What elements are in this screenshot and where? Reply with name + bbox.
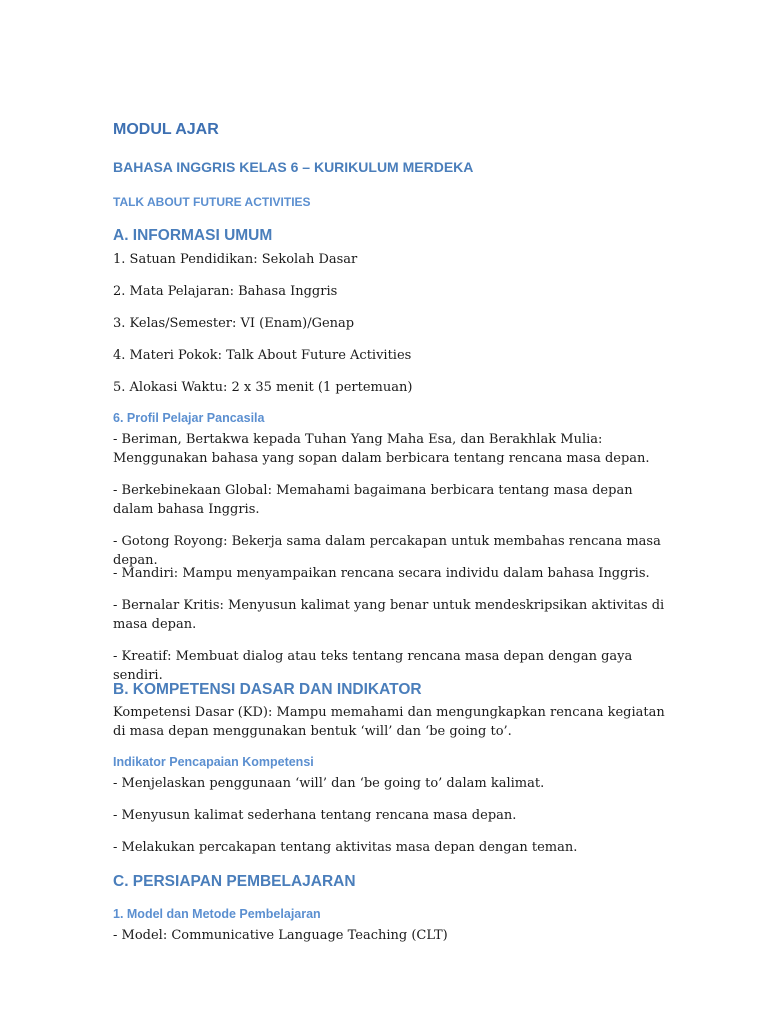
profil-item: - Berkebinekaan Global: Memahami bagaimana berbicara tentang masa depan dalam bahasa Inggris. [113,483,633,517]
section-b-heading: B. KOMPETENSI DASAR DAN INDIKATOR [113,681,422,698]
profil-item: - Beriman, Bertakwa kepada Tuhan Yang Maha Esa, dan Berakhlak Mulia: Menggunakan bahasa yang sopan dalam berbicara tentang rencana masa depan. [113,432,650,466]
profil-item: - Mandiri: Mampu menyampaikan rencana secara individu dalam bahasa Inggris. [113,566,650,581]
info-item: 5. Alokasi Waktu: 2 x 35 menit (1 pertemuan) [113,380,413,395]
info-item: 4. Materi Pokok: Talk About Future Activities [113,348,412,363]
info-item: 2. Mata Pelajaran: Bahasa Inggris [113,284,338,299]
profil-heading: 6. Profil Pelajar Pancasila [113,411,265,425]
document-topic: TALK ABOUT FUTURE ACTIVITIES [113,195,311,209]
indikator-item: - Menyusun kalimat sederhana tentang rencana masa depan. [113,808,517,823]
model-item: - Model: Communicative Language Teaching (CLT) [113,928,448,943]
document-subtitle: BAHASA INGGRIS KELAS 6 – KURIKULUM MERDEKA [113,159,474,175]
profil-item: - Kreatif: Membuat dialog atau teks tentang rencana masa depan dengan gaya sendiri. [113,649,633,683]
indikator-heading: Indikator Pencapaian Kompetensi [113,755,314,769]
document-title: MODUL AJAR [113,121,219,138]
model-heading: 1. Model dan Metode Pembelajaran [113,907,321,921]
section-c-heading: C. PERSIAPAN PEMBELAJARAN [113,873,356,890]
info-item: 1. Satuan Pendidikan: Sekolah Dasar [113,252,358,267]
indikator-item: - Melakukan percakapan tentang aktivitas masa depan dengan teman. [113,840,578,855]
profil-item: - Gotong Royong: Bekerja sama dalam percakapan untuk membahas rencana masa depan. [113,534,661,568]
kd-text: Kompetensi Dasar (KD): Mampu memahami dan mengungkapkan rencana kegiatan di masa depan menggunakan bentuk ‘will’ dan ‘be going to’. [113,705,665,739]
profil-item: - Bernalar Kritis: Menyusun kalimat yang benar untuk mendeskripsikan aktivitas di masa depan. [113,598,665,632]
indikator-item: - Menjelaskan penggunaan ‘will’ dan ‘be going to’ dalam kalimat. [113,776,545,791]
section-a-heading: A. INFORMASI UMUM [113,227,273,244]
info-item: 3. Kelas/Semester: VI (Enam)/Genap [113,316,355,331]
